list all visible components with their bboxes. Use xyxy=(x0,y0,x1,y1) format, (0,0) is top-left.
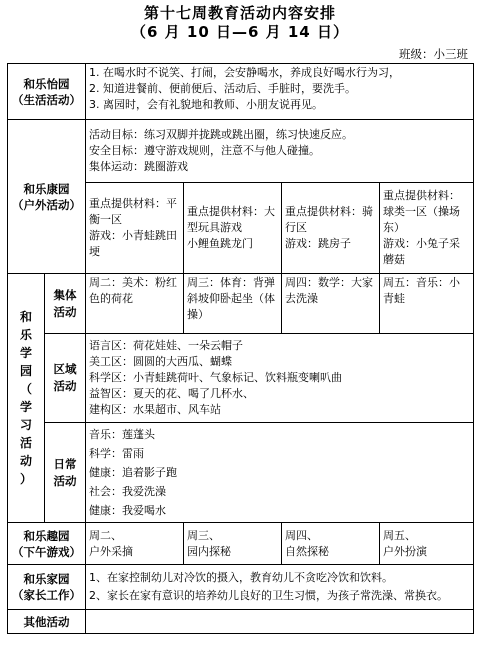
afternoon-item: 周五、 户外扮演 xyxy=(380,523,474,565)
afternoon-item: 周三、 园内探秘 xyxy=(184,523,282,565)
page-title: 第十七周教育活动内容安排 xyxy=(143,4,336,22)
row-outdoor-goals xyxy=(8,120,474,183)
area-line: 益智区：夏天的花、喝了几杯水、 xyxy=(89,387,254,400)
goal-safety: 安全目标：遵守游戏规则，注意不与他人碰撞。 xyxy=(89,144,320,157)
header-other: 其他活动 xyxy=(8,610,86,634)
area-content xyxy=(86,334,474,423)
goal-activity: 活动目标：练习双脚并拢跳或跳出圈，练习快速反应。 xyxy=(89,128,353,141)
row-family xyxy=(8,565,474,610)
life-line: 1. 在喝水时不说笑、打闹，会安静喝水，养成良好喝水行为习， xyxy=(89,66,400,79)
outdoor-area-1: 重点提供材料：平衡一区 游戏：小青蛙跳田埂 xyxy=(86,183,184,274)
daily-line: 健康：追着影子跑 xyxy=(89,466,177,479)
afternoon-item: 周二、 户外采摘 xyxy=(86,523,184,565)
group-item: 周二：美术：粉红色的荷花 xyxy=(86,274,184,334)
outdoor-area-2: 重点提供材料：大型玩具游戏 小鲤鱼跳龙门 xyxy=(184,183,282,274)
group-item: 周五：音乐：小青蛙 xyxy=(380,274,474,334)
outdoor-area-4: 重点提供材料：球类一区（操场东） 游戏：小兔子采蘑菇 xyxy=(380,183,474,274)
header-family: 和乐家园 （家长工作） xyxy=(8,565,86,610)
daily-content xyxy=(86,423,474,523)
daily-line: 健康：我爱喝水 xyxy=(89,504,166,517)
group-item: 周三：体育：背弹斜坡仰卧起坐（体操） xyxy=(184,274,282,334)
area-line: 语言区：荷花娃娃、一朵云帽子 xyxy=(89,339,243,352)
header-outdoor: 和乐康园 （户外活动） xyxy=(8,120,86,274)
row-learning-group xyxy=(8,274,474,334)
outdoor-goals xyxy=(86,120,474,183)
header-afternoon: 和乐趣园 （下午游戏） xyxy=(8,523,86,565)
goal-group: 集体运动：跳圈游戏 xyxy=(89,160,188,173)
header-area: 区域 活动 xyxy=(45,334,86,423)
header-group: 集体 活动 xyxy=(45,274,86,334)
header-life: 和乐怡园 （生活活动） xyxy=(8,64,86,120)
area-line: 建构区：水果超市、风车站 xyxy=(89,403,221,416)
area-line: 美工区：圆圆的大西瓜、蝴蝶 xyxy=(89,355,232,368)
date-range: （6 月 10 日—6 月 14 日） xyxy=(131,23,349,41)
daily-line: 科学：雷雨 xyxy=(89,447,144,460)
afternoon-item: 周四、 自然探秘 xyxy=(282,523,380,565)
family-line: 2、家长在家有意识的培养幼儿良好的卫生习惯，为孩子常洗澡、常换衣。 xyxy=(89,589,448,602)
row-learning-daily xyxy=(8,423,474,523)
schedule-table xyxy=(7,63,474,634)
family-content xyxy=(86,565,474,610)
family-line: 1、在家控制幼儿对冷饮的摄入，教育幼儿不贪吃冷饮和饮料。 xyxy=(89,571,393,584)
row-life xyxy=(8,64,474,120)
daily-line: 音乐：莲蓬头 xyxy=(89,428,155,441)
life-line: 3. 离园时，会有礼貌地和教师、小朋友说再见。 xyxy=(89,98,323,111)
header-daily: 日常 活动 xyxy=(45,423,86,523)
group-item: 周四：数学：大家去洗澡 xyxy=(282,274,380,334)
class-label: 班级：小三班 xyxy=(399,47,468,61)
outdoor-area-3: 重点提供材料：骑行区 游戏：跳房子 xyxy=(282,183,380,274)
area-line: 科学区：小青蛙跳荷叶、气象标记、饮料瓶变喇叭曲 xyxy=(89,371,342,384)
row-afternoon xyxy=(8,523,474,565)
header-learning: 和 乐 学 园 （ 学 习 活 动 ） xyxy=(8,274,45,523)
row-learning-area xyxy=(8,334,474,423)
life-line: 2. 知道进餐前、便前便后、活动后、手脏时，要洗手。 xyxy=(89,82,356,95)
daily-line: 社会：我爱洗澡 xyxy=(89,485,166,498)
row-other xyxy=(8,610,474,634)
life-content xyxy=(86,64,474,120)
other-content xyxy=(86,610,474,634)
